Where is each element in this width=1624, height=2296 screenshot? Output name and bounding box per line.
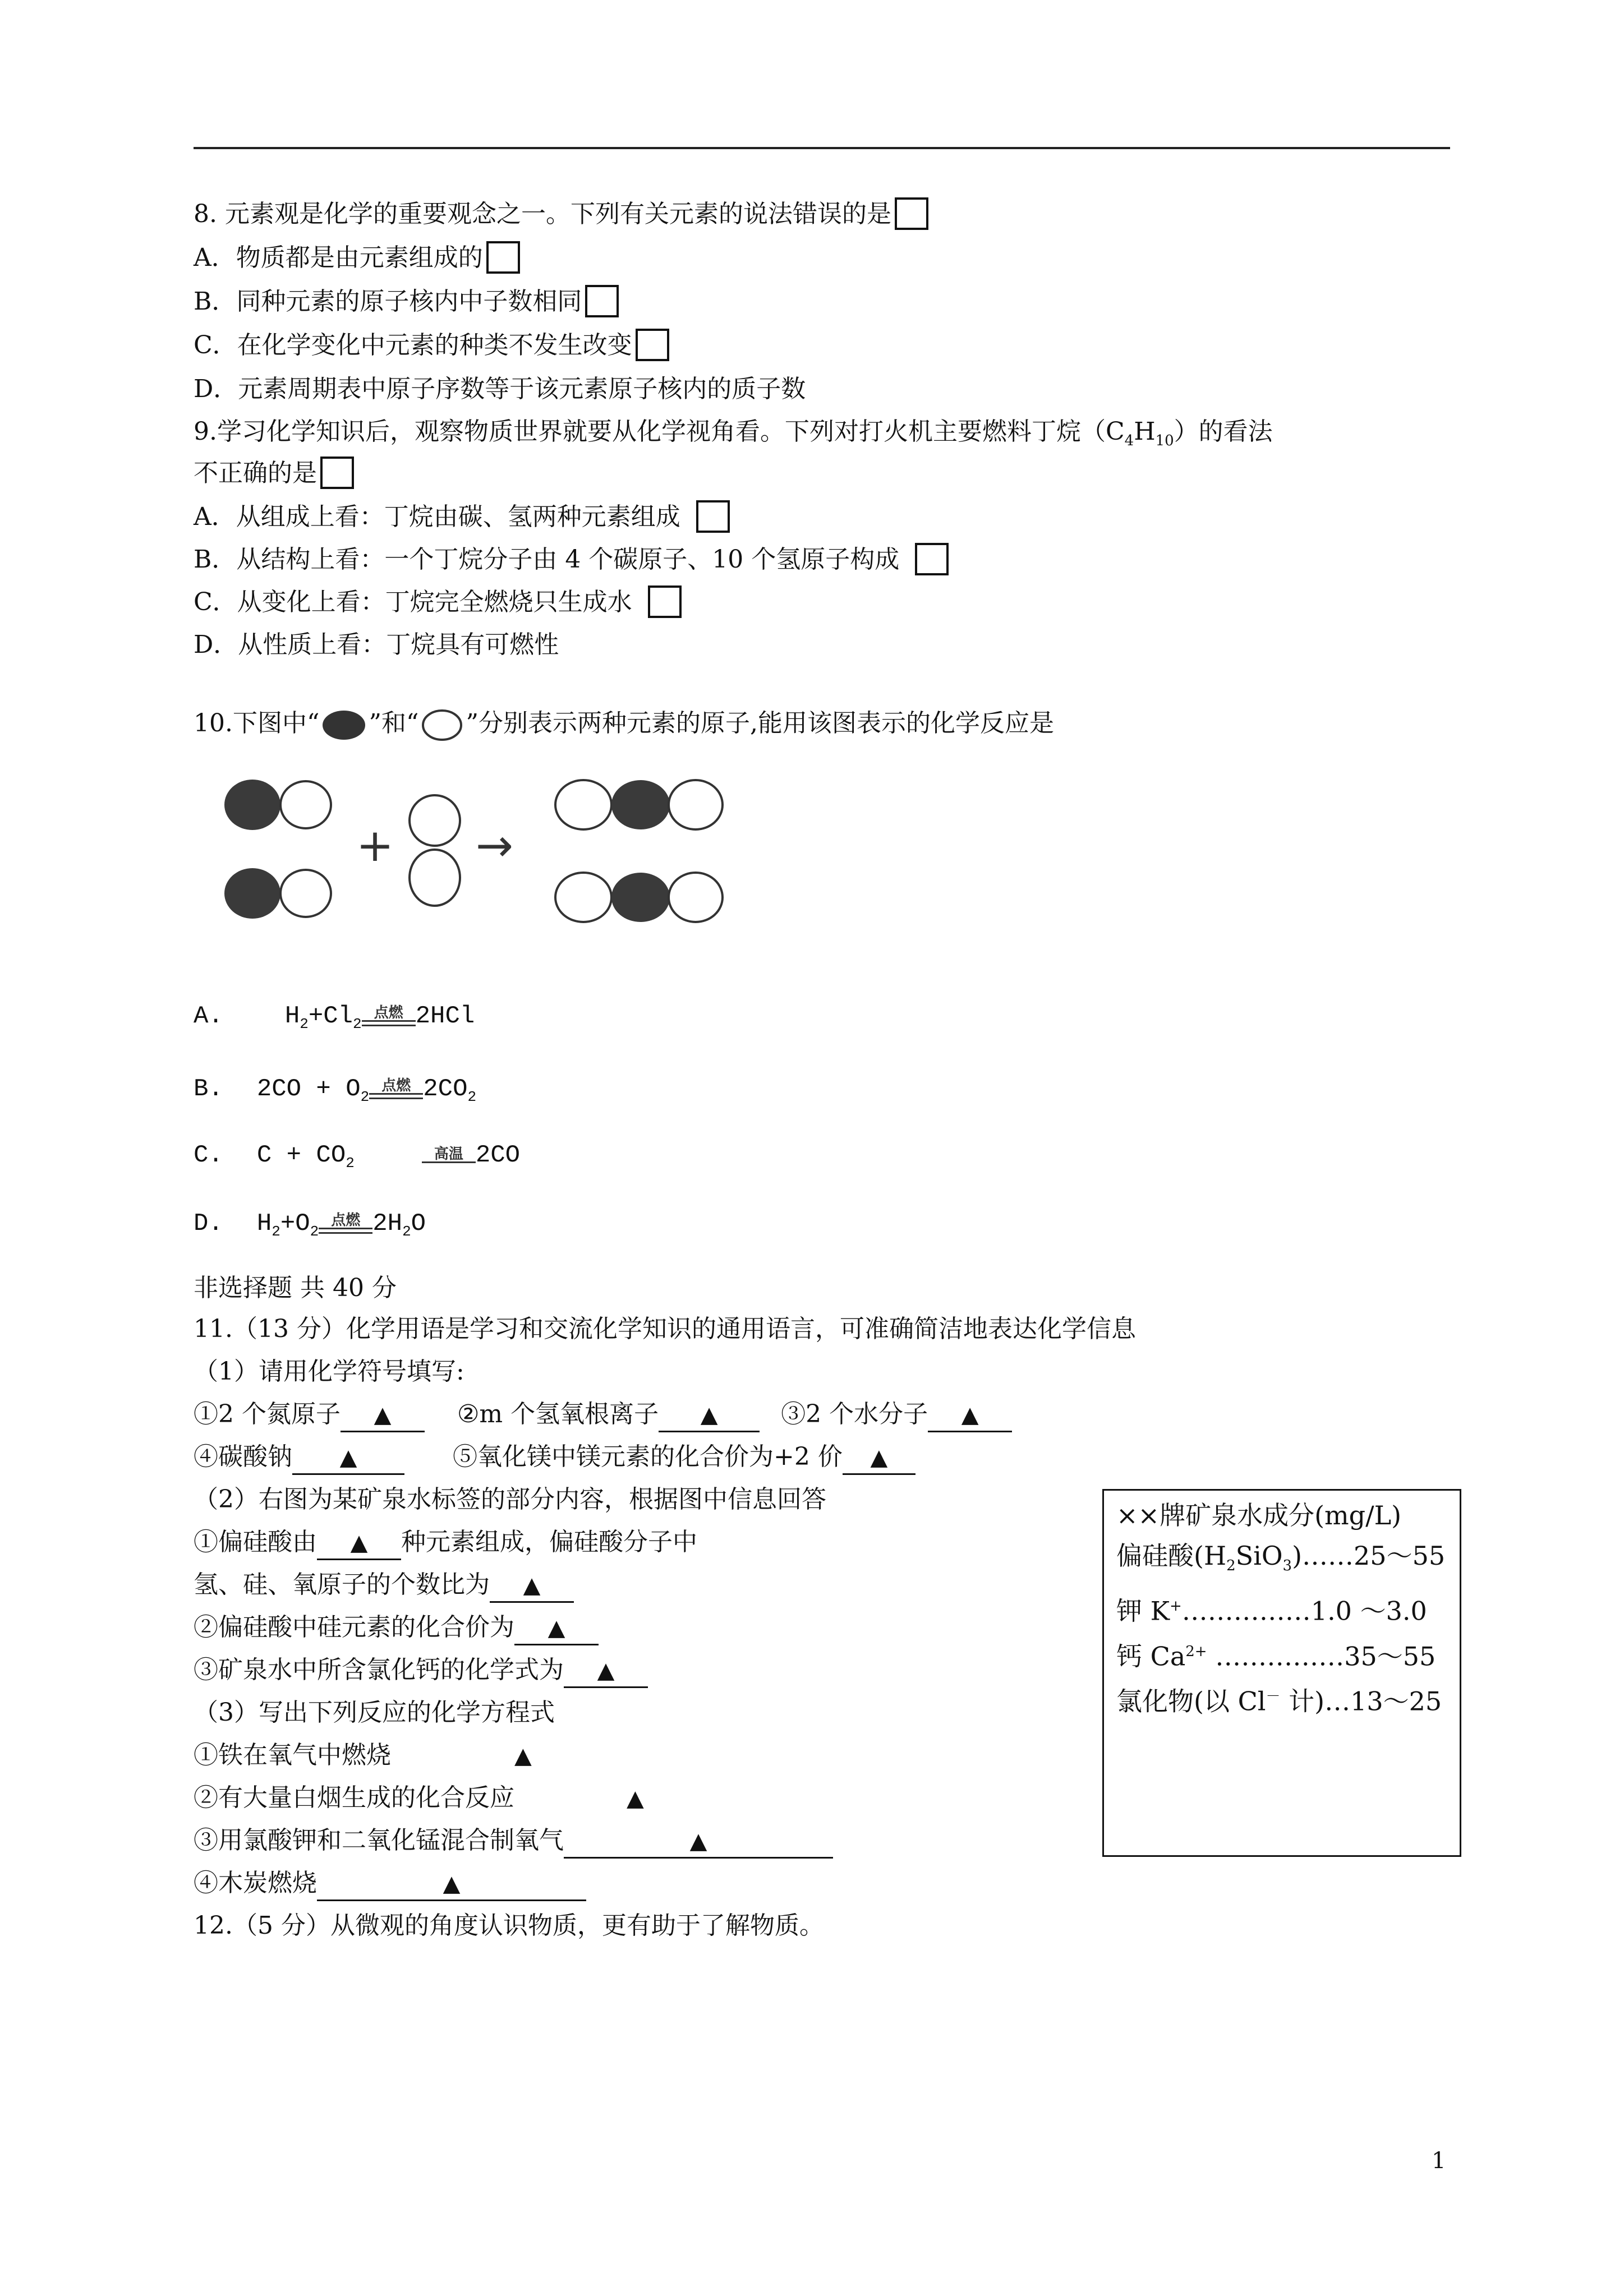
label-line-chloride: 氯化物(以 Cl－ 计)…13～25: [1116, 1686, 1442, 1717]
q10-option-a: A. $H_2+Cl_2$ 点燃 2HCl: [194, 1002, 475, 1032]
q11-stem: 11.（13 分）化学用语是学习和交流化学知识的通用语言，可准确简洁地表达化学信息: [194, 1315, 1136, 1343]
equation-rhs: $2H_2O$: [372, 1210, 426, 1240]
plus-sign: +: [356, 819, 394, 872]
q9-stem: 9.学习化学知识后，观察物质世界就要从化学视角看。下列对打火机主要燃料丁烷$(C_4H_{10})$的看法: [194, 417, 1273, 449]
light-atom-icon: [420, 708, 464, 743]
reactant-molecule: [224, 780, 331, 830]
equation-lhs: $H_2+O_2$: [256, 1210, 319, 1240]
answer-blank[interactable]: ▲: [341, 1399, 425, 1432]
equation-lhs: $C + CO_2$: [256, 1141, 355, 1172]
reactant-molecule: [224, 868, 331, 919]
q8-option-d: D．元素周期表中原子序数等于该元素原子核内的质子数: [194, 375, 806, 403]
label-line-potassium: 钾 K+……………1.0 ～3.0: [1116, 1596, 1427, 1626]
q10-option-b: B. $2CO + O_2$ 点燃 $2CO_2$: [194, 1075, 477, 1105]
answer-marker[interactable]: ▲: [514, 1743, 532, 1769]
answer-box[interactable]: [648, 585, 682, 618]
label-line-silicic-acid: 偏硅酸$(H_2SiO_3)\dots\dots 25\sim 55$: [1116, 1541, 1446, 1575]
answer-box[interactable]: [486, 241, 520, 274]
q9-option-c: C．从变化上看：丁烷完全燃烧只生成水: [194, 584, 682, 620]
q11-part3-l3: ③用氯酸钾和二氧化锰混合制氧气 ▲: [194, 1823, 833, 1859]
q10-stem: 10.下图中“ ”和“ ”分别表示两种元素的原子,能用该图表示的化学反应是: [194, 706, 1054, 743]
q11-part1-row2: ④碳酸钠 ▲ ⑤氧化镁中镁元素的化合价为+2 价 ▲: [194, 1439, 915, 1475]
q9-option-d: D．从性质上看：丁烷具有可燃性: [194, 630, 559, 659]
equation-lhs: $2CO + O_2$: [256, 1075, 370, 1105]
answer-blank[interactable]: ▲: [928, 1399, 1012, 1432]
answer-blank[interactable]: ▲: [317, 1527, 401, 1560]
q10-option-c: C. $C + CO_2$ 高温 2CO: [194, 1141, 521, 1172]
answer-blank[interactable]: ▲: [317, 1868, 586, 1901]
answer-blank[interactable]: ▲: [564, 1825, 833, 1859]
q10-option-d: D. $H_2+O_2$ 点燃 $2H_2O$: [194, 1210, 426, 1240]
dark-atom-icon: [320, 708, 367, 743]
diatomic-molecule: [410, 795, 460, 906]
q11-part1: （1）请用化学符号填写:: [194, 1357, 464, 1386]
answer-box[interactable]: [696, 500, 730, 533]
q8-stem: 8. 元素观是化学的重要观念之一。下列有关元素的说法错误的是: [194, 196, 928, 232]
q11-part1-row1: ①2 个氮原子 ▲ ②m 个氢氧根离子 ▲ ③2 个水分子 ▲: [194, 1396, 1012, 1432]
reaction-diagram: [213, 771, 746, 939]
equation-rhs: $2CO_2$: [423, 1075, 477, 1105]
q8-option-c: C．在化学变化中元素的种类不发生改变: [194, 328, 669, 363]
q9-stem-cont: 不正确的是: [194, 455, 354, 491]
product-molecule: [555, 873, 723, 922]
label-title: ××牌矿泉水成分(mg/L): [1116, 1500, 1402, 1530]
answer-box[interactable]: [636, 329, 669, 361]
answer-box[interactable]: [320, 457, 354, 489]
q12-stem: 12.（5 分）从微观的角度认识物质，更有助于了解物质。: [194, 1911, 824, 1940]
q11-part3-l2: ②有大量白烟生成的化合反应 ▲: [194, 1783, 644, 1812]
answer-box[interactable]: [895, 197, 928, 230]
section-heading: 非选择题 共 40 分: [194, 1274, 397, 1302]
label-line-calcium: 钙 $Ca^{2+}$ ……………35～55: [1116, 1640, 1436, 1671]
product-molecule: [555, 780, 723, 829]
reaction-arrow: →: [476, 819, 514, 872]
answer-blank[interactable]: ▲: [514, 1612, 599, 1645]
answer-blank[interactable]: ▲: [564, 1654, 648, 1688]
answer-blank[interactable]: ▲: [659, 1399, 760, 1432]
q11-part3-l4: ④木炭燃烧 ▲: [194, 1865, 586, 1901]
answer-marker[interactable]: ▲: [627, 1786, 644, 1811]
answer-blank[interactable]: ▲: [490, 1569, 574, 1603]
q9-option-a: A．从组成上看：丁烷由碳、氢两种元素组成: [194, 499, 730, 535]
q9-option-b: B．从结构上看：一个丁烷分子由 4 个碳原子、10 个氢原子构成: [194, 542, 949, 578]
answer-blank[interactable]: ▲: [843, 1441, 915, 1475]
q11-part2: （2）右图为某矿泉水标签的部分内容，根据图中信息回答: [194, 1485, 826, 1514]
answer-blank[interactable]: ▲: [292, 1441, 404, 1475]
page-number: 1: [1432, 2148, 1446, 2174]
equation-lhs: $H_2+Cl_2$: [284, 1002, 362, 1032]
mineral-water-label: [1102, 1489, 1461, 1857]
q8-option-b: B．同种元素的原子核内中子数相同: [194, 284, 619, 320]
q11-part2-l4: ③矿泉水中所含氯化钙的化学式为 ▲: [194, 1652, 648, 1688]
q11-part2-l1: ①偏硅酸由 ▲ 种元素组成，偏硅酸分子中: [194, 1524, 697, 1560]
q8-option-a: A．物质都是由元素组成的: [194, 240, 520, 276]
q11-part2-l2: 氢、硅、氧原子的个数比为 ▲: [194, 1567, 574, 1603]
q11-part3: （3）写出下列反应的化学方程式: [194, 1698, 555, 1727]
answer-box[interactable]: [585, 285, 619, 317]
answer-box[interactable]: [915, 543, 949, 575]
q11-part3-l1: ①铁在氧气中燃烧 ▲: [194, 1741, 532, 1769]
header-rule: [194, 147, 1450, 149]
q11-part2-l3: ②偏硅酸中硅元素的化合价为 ▲: [194, 1610, 599, 1645]
